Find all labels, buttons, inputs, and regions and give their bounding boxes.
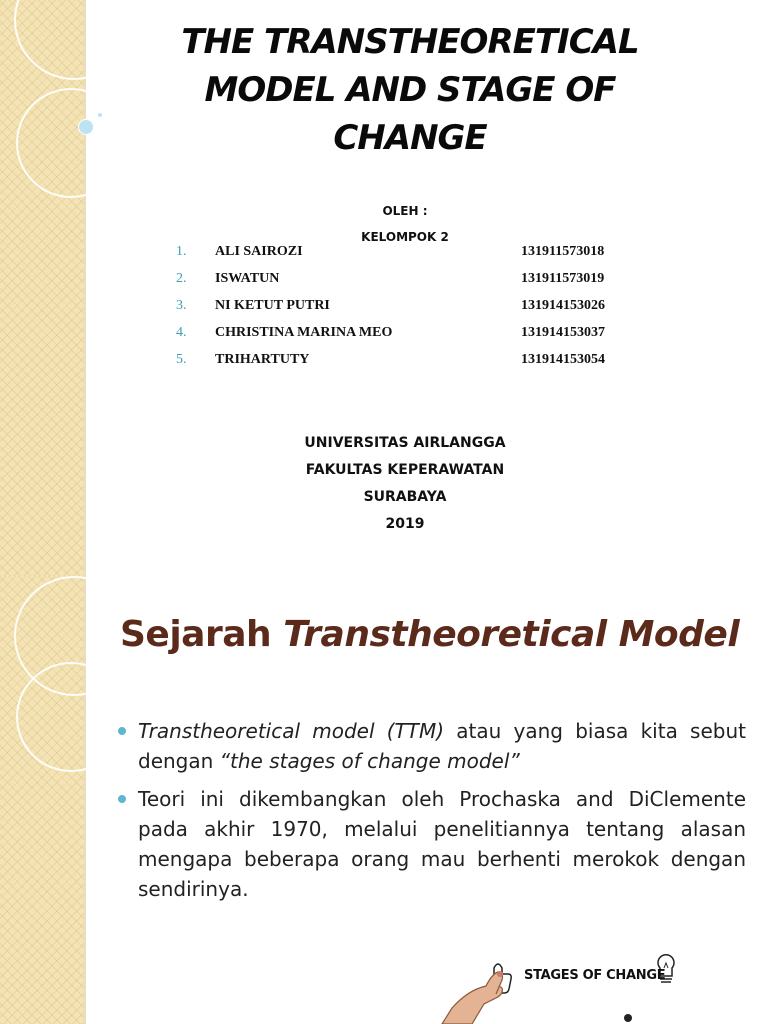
decorative-bubble [78,119,94,135]
member-number: 4. [176,325,187,340]
title-line: MODEL AND STAGE OF [204,70,616,110]
member-number: 1. [176,244,187,259]
bullet-text: atau yang biasa kita sebut dengan [138,719,746,773]
slide-title [120,614,739,655]
member-id: 131914153037 [521,325,605,340]
member-name: TRIHARTUTY [215,352,310,367]
decorative-ring [16,88,126,198]
bullet-text: Teori ini dikembangkan oleh Prochaska and DiClemente pada akhir 1970, melalui penelitiannya tentang alasan mengapa beberapa orang mau berhenti merokok dengan sendirinya. [138,787,746,901]
title-plain: Sejarah [120,614,284,655]
member-row [176,352,646,379]
sidebar-divider [84,0,86,576]
member-row [176,271,646,298]
member-id: 131914153026 [521,298,605,313]
oleh-label: OLEH : [382,204,428,218]
decorative-bubble [97,112,103,118]
member-name: ISWATUN [215,271,280,286]
group-label: KELOMPOK 2 [361,230,449,244]
member-number: 2. [176,271,187,286]
decorative-sidebar [0,0,84,576]
stages-caption: STAGES OF CHANGE [524,968,666,983]
content-slide [0,576,768,1024]
decorative-ring [16,662,126,772]
member-row [176,244,646,271]
member-list [176,244,646,379]
ttm-term: Transtheoretical model (TTM) [138,719,445,743]
member-id: 131911573018 [521,244,605,259]
member-name: CHRISTINA MARINA MEO [215,325,393,340]
member-name: ALI SAIROZI [215,244,303,259]
author-heading [250,198,560,250]
faculty-name: FAKULTAS KEPERAWATAN [305,462,505,478]
member-row [176,298,646,325]
stages-of-change-illustration [422,938,744,1024]
slide-title [130,18,690,162]
title-line: THE TRANSTHEORETICAL [181,22,639,62]
member-row [176,325,646,352]
bullet-item [116,784,746,904]
bullet-item [116,716,746,776]
member-name: NI KETUT PUTRI [215,298,330,313]
city-name: SURABAYA [363,489,447,505]
year: 2019 [385,516,425,532]
member-id: 131911573019 [521,271,605,286]
title-line: CHANGE [333,118,487,158]
quoted-term: “the stages of change model” [219,749,520,773]
member-id: 131914153054 [521,352,605,367]
institution-block [250,430,560,538]
member-number: 3. [176,298,187,313]
title-italic: Transtheoretical Model [283,614,740,655]
member-number: 5. [176,352,187,367]
bullet-list [116,716,746,912]
university-name: UNIVERSITAS AIRLANGGA [304,435,506,451]
